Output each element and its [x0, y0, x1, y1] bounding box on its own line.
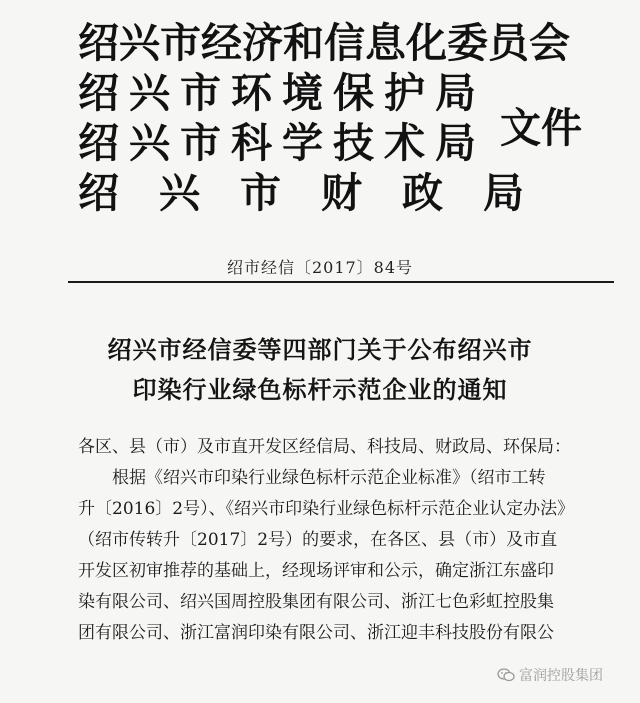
body-line: 染有限公司、绍兴国周控股集团有限公司、浙江七色彩虹控股集 [78, 592, 554, 612]
wechat-icon [497, 668, 515, 682]
document-label: 文件 [500, 104, 582, 152]
body-line: （绍市传转升〔2017〕2号）的要求，在各区、县（市）及市直 [78, 530, 558, 550]
body-line: 开发区初审推荐的基础上，经现场评审和公示，确定浙江东盛印 [78, 561, 554, 581]
notice-body [78, 432, 575, 649]
notice-title: 印染行业绿色标杆示范企业的通知 [132, 375, 508, 404]
watermark [497, 665, 603, 685]
body-line: 根据《绍兴市印染行业绿色标杆示范企业标准》（绍市工转 [112, 468, 546, 488]
document-number: 绍市经信〔2017〕84号 [226, 258, 414, 277]
bleed-through-text [70, 2, 590, 15]
agency-name: 绍兴市环境保护局 [78, 69, 486, 117]
watermark-text: 富润控股集团 [519, 668, 603, 684]
header-divider [68, 281, 614, 283]
agency-name: 绍兴市经济和信息化委员会 [78, 19, 570, 67]
agency-name: 绍兴市科学技术局 [78, 119, 486, 167]
body-line: 团有限公司、浙江富润印染有限公司、浙江迎丰科技股份有限公 [78, 623, 554, 643]
notice-title: 绍兴市经信委等四部门关于公布绍兴市 [107, 335, 533, 364]
issuing-agencies [78, 18, 570, 218]
agency-name: 绍兴市财政局 [78, 169, 564, 217]
body-line: 各区、县（市）及市直开发区经信局、科技局、财政局、环保局： [78, 437, 571, 457]
body-line: 升〔2016〕2号）、《绍兴市印染行业绿色标杆示范企业认定办法》 [78, 499, 575, 519]
